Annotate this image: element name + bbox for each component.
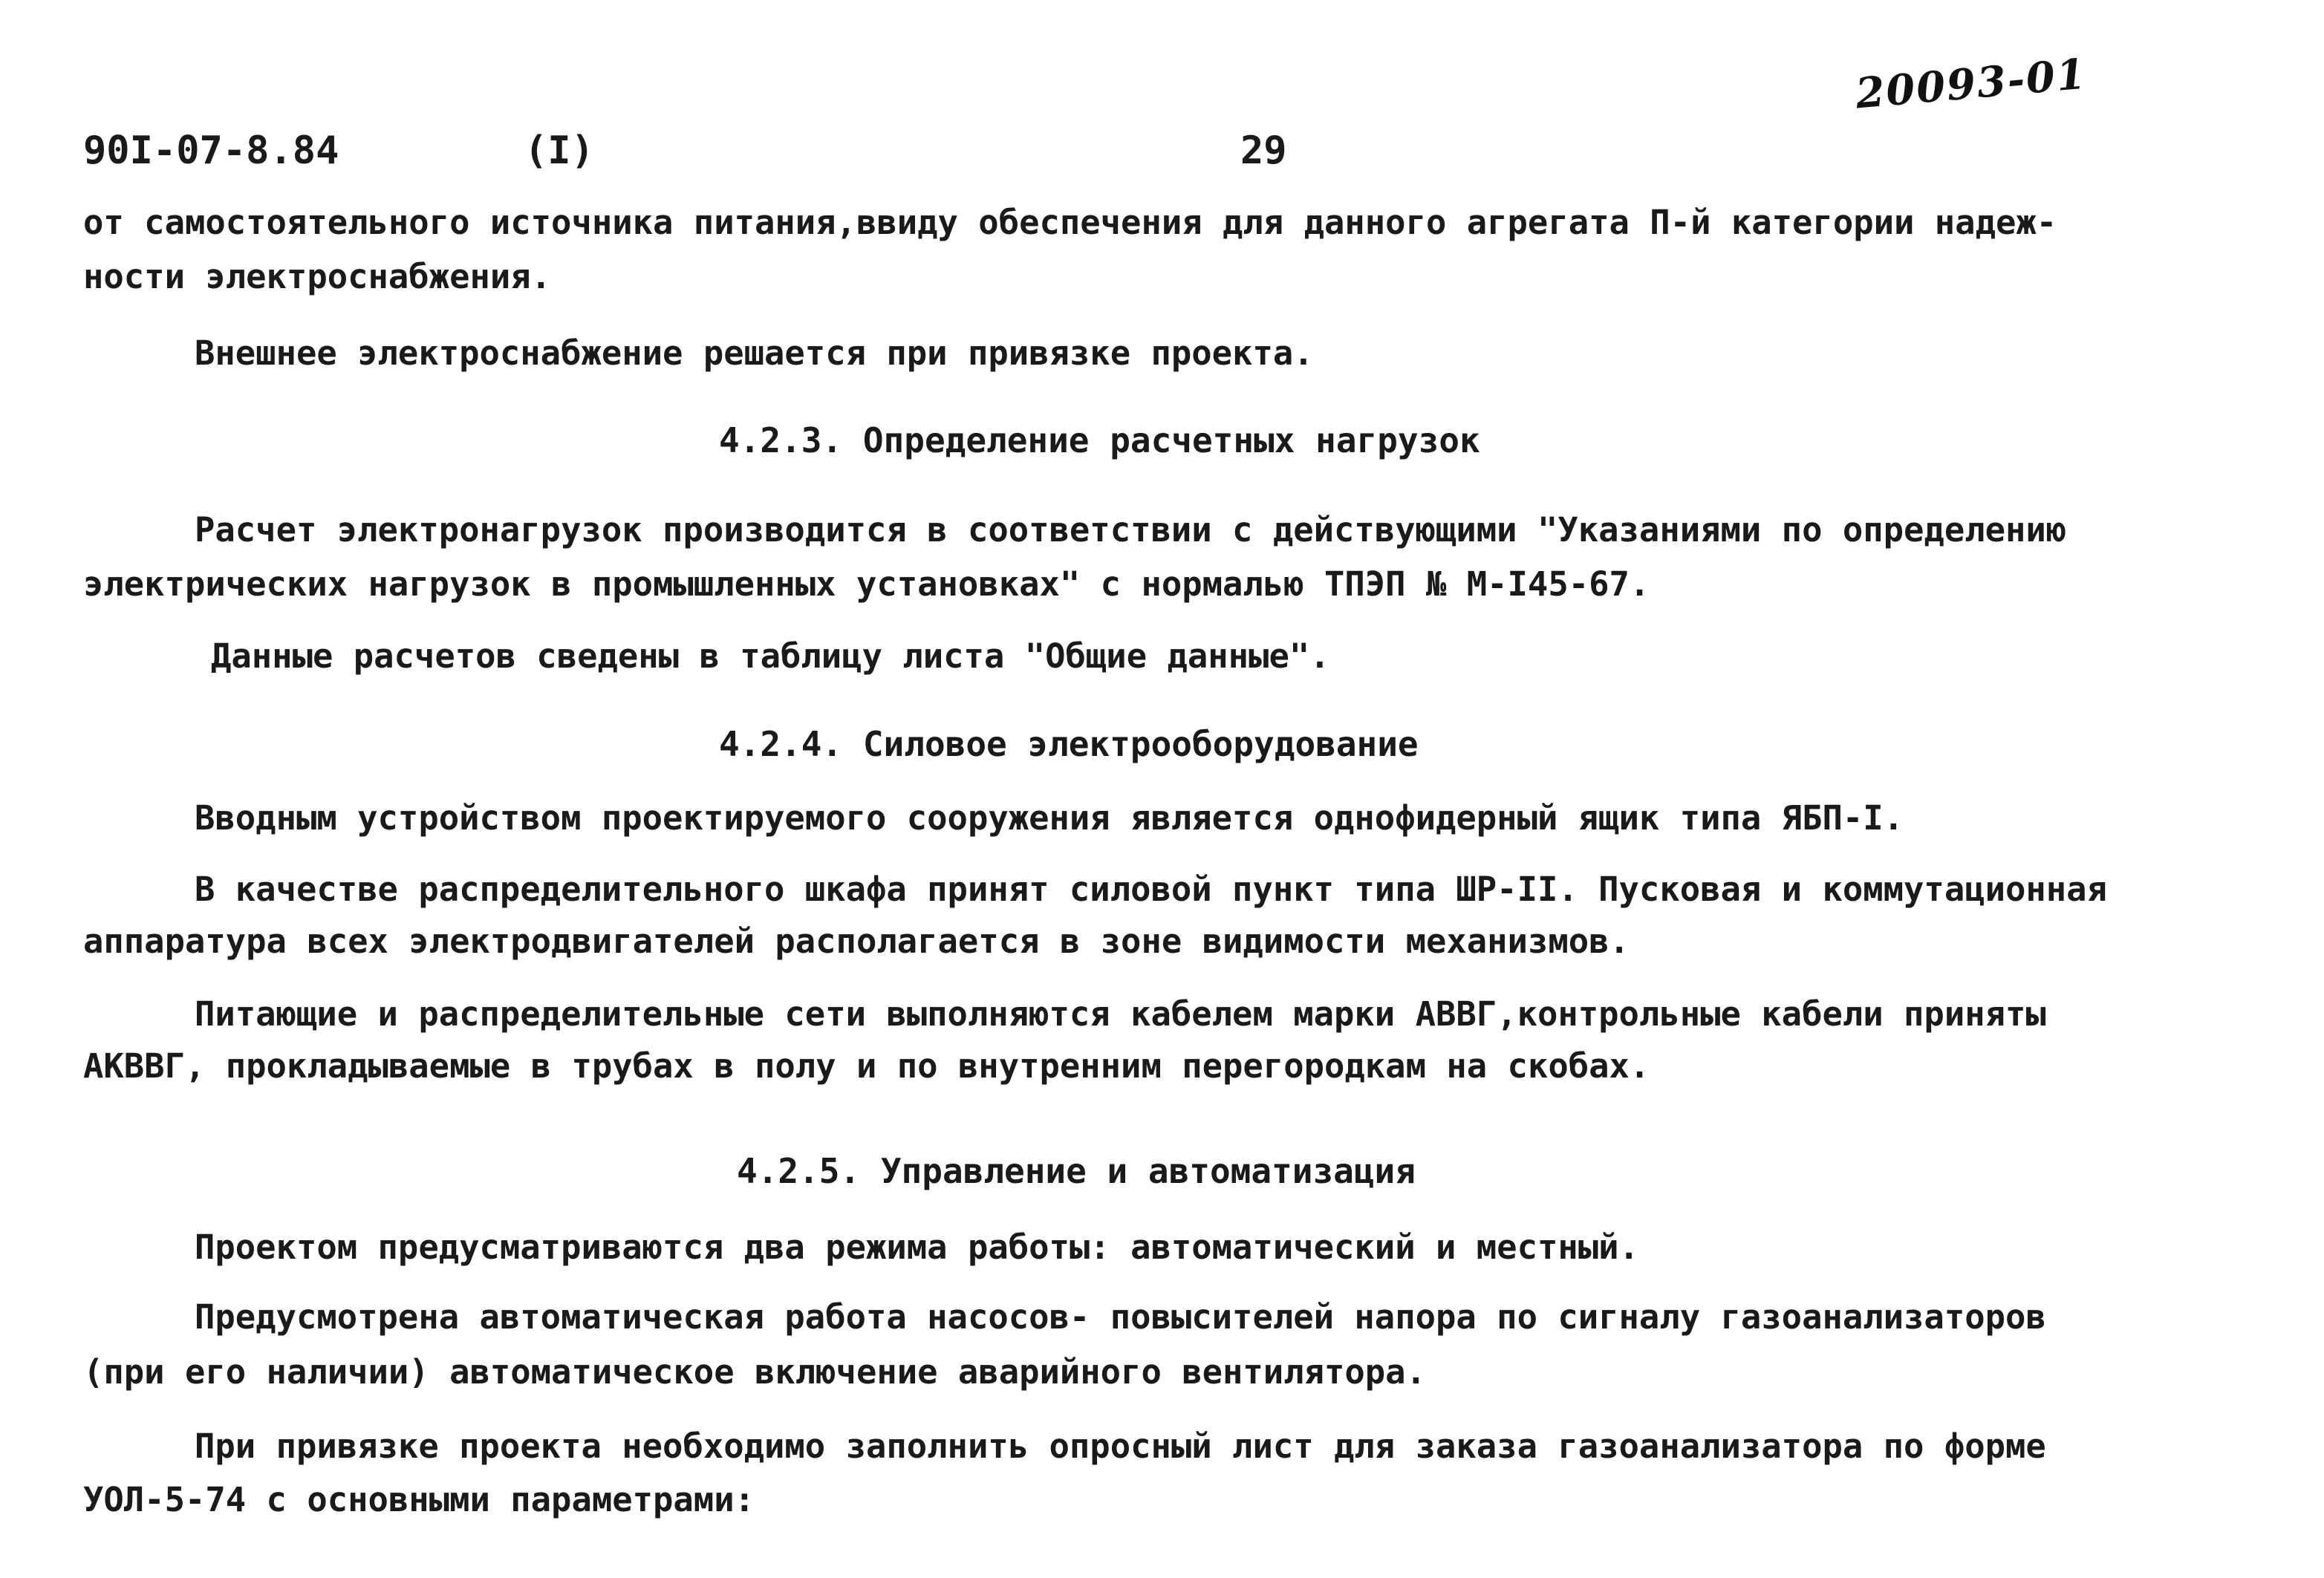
paragraph-line: (при его наличии) автоматическое включение аварийного вентилятора. xyxy=(83,1352,1426,1392)
paragraph-line: Расчет электронагрузок производится в соответствии с действующими "Указаниями по определению xyxy=(195,510,2067,550)
section-heading-4-2-5: 4.2.5. Управление и автоматизация xyxy=(737,1151,1416,1191)
paragraph-line: аппаратура всех электродвигателей располагается в зоне видимости механизмов. xyxy=(83,922,1630,961)
page-number: 29 xyxy=(1240,128,1287,173)
paragraph-line: от самостоятельного источника питания,ввиду обеспечения для данного агрегата П-й категории надеж- xyxy=(83,203,2057,242)
archive-stamp: 20093-01 xyxy=(1853,49,2089,119)
document-code: 90I-07-8.84 xyxy=(83,128,339,173)
paragraph-line: ности электроснабжения. xyxy=(83,257,552,296)
paragraph-line: Внешнее электроснабжение решается при привязке проекта. xyxy=(195,333,1314,373)
paragraph-line: При привязке проекта необходимо заполнить опросный лист для заказа газоанализатора по форме xyxy=(195,1427,2046,1466)
document-part: (I) xyxy=(524,128,594,173)
section-heading-4-2-4: 4.2.4. Силовое электрооборудование xyxy=(719,724,1419,764)
paragraph-line: АКВВГ, прокладываемые в трубах в полу и по внутренним перегородкам на скобах. xyxy=(83,1046,1650,1086)
paragraph-line: Вводным устройством проектируемого сооружения является однофидерный ящик типа ЯБП-I. xyxy=(195,798,1904,838)
section-heading-4-2-3: 4.2.3. Определение расчетных нагрузок xyxy=(719,420,1480,460)
paragraph-line: Проектом предусматриваются два режима работы: автоматический и местный. xyxy=(195,1227,1639,1267)
paragraph-line: В качестве распределительного шкафа принят силовой пункт типа ШР-II. Пусковая и коммутационная xyxy=(195,870,2107,909)
paragraph-line: Питающие и распределительные сети выполняются кабелем марки АВВГ,контрольные кабели приняты xyxy=(195,994,2046,1034)
paragraph-line: электрических нагрузок в промышленных установках" с нормалью ТПЭП № М-I45-67. xyxy=(83,564,1650,604)
paragraph-line: Предусмотрена автоматическая работа насосов- повысителей напора по сигналу газоанализаторов xyxy=(195,1297,2046,1337)
paragraph-line: Данные расчетов сведены в таблицу листа "Общие данные". xyxy=(211,636,1330,676)
paragraph-line: УОЛ-5-74 с основными параметрами: xyxy=(83,1480,755,1519)
